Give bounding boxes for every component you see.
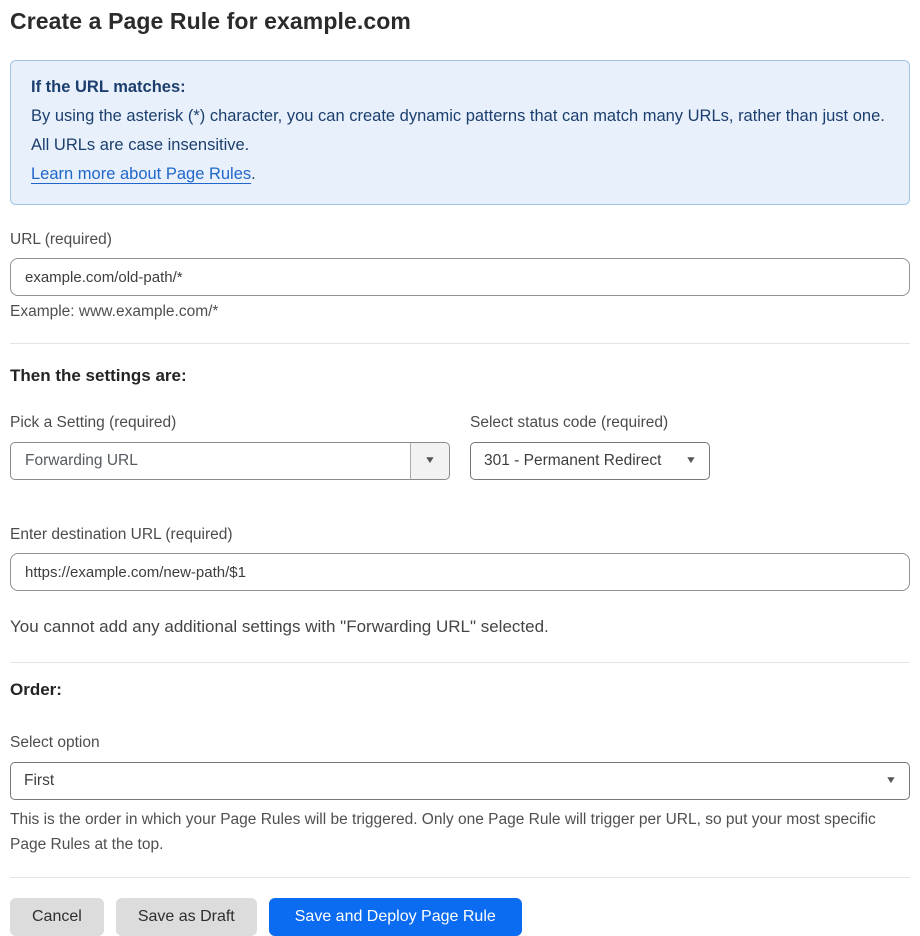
destination-url-input[interactable] [10, 553, 910, 591]
url-match-info-banner [10, 60, 910, 205]
status-code-select[interactable] [470, 442, 710, 480]
form-actions [10, 898, 910, 936]
info-banner-heading: If the URL matches: [31, 78, 186, 96]
url-example-helper: Example: www.example.com/* [10, 303, 219, 320]
url-field-label: URL (required) [10, 231, 112, 248]
pick-setting-label: Pick a Setting (required) [10, 414, 177, 431]
link-period: . [251, 165, 256, 183]
status-code-label: Select status code (required) [470, 414, 669, 431]
order-section-heading: Order: [10, 680, 62, 699]
order-select[interactable] [10, 762, 910, 800]
learn-more-link[interactable]: Learn more about Page Rules [31, 165, 252, 183]
section-divider [10, 877, 910, 878]
destination-url-label: Enter destination URL (required) [10, 526, 233, 543]
settings-section-heading: Then the settings are: [10, 366, 187, 385]
save-as-draft-button[interactable]: Save as Draft [116, 898, 257, 936]
order-helper-text: This is the order in which your Page Rules will be triggered. Only one Page Rule will trigger per URL, so put your most specific Page Rules at the top. [10, 811, 876, 853]
pick-setting-arrow-button[interactable] [410, 442, 450, 480]
section-divider [10, 662, 910, 663]
settings-row [10, 414, 910, 480]
order-select-label: Select option [10, 734, 100, 751]
dropdown-arrow-icon: ▼ [423, 455, 437, 466]
pick-setting-value: Forwarding URL [10, 442, 411, 480]
forwarding-url-note: You cannot add any additional settings with "Forwarding URL" selected. [10, 617, 549, 636]
dropdown-arrow-icon: ▼ [884, 775, 898, 786]
status-code-value: 301 - Permanent Redirect [484, 452, 662, 469]
cancel-button[interactable]: Cancel [10, 898, 104, 936]
pick-setting-column [10, 414, 450, 480]
section-divider [10, 343, 910, 344]
page-title: Create a Page Rule for example.com [10, 8, 411, 34]
save-and-deploy-button[interactable]: Save and Deploy Page Rule [269, 898, 522, 936]
order-select-value: First [24, 772, 55, 789]
info-banner-body-text: By using the asterisk (*) character, you can create dynamic patterns that can match many URLs, rather than just one. All URLs are case insensitive. [31, 107, 885, 154]
status-code-column [470, 414, 710, 480]
pick-setting-dropdown[interactable] [10, 442, 450, 480]
url-input[interactable] [10, 258, 910, 296]
dropdown-arrow-icon: ▼ [684, 455, 698, 466]
info-banner-body [31, 102, 889, 189]
